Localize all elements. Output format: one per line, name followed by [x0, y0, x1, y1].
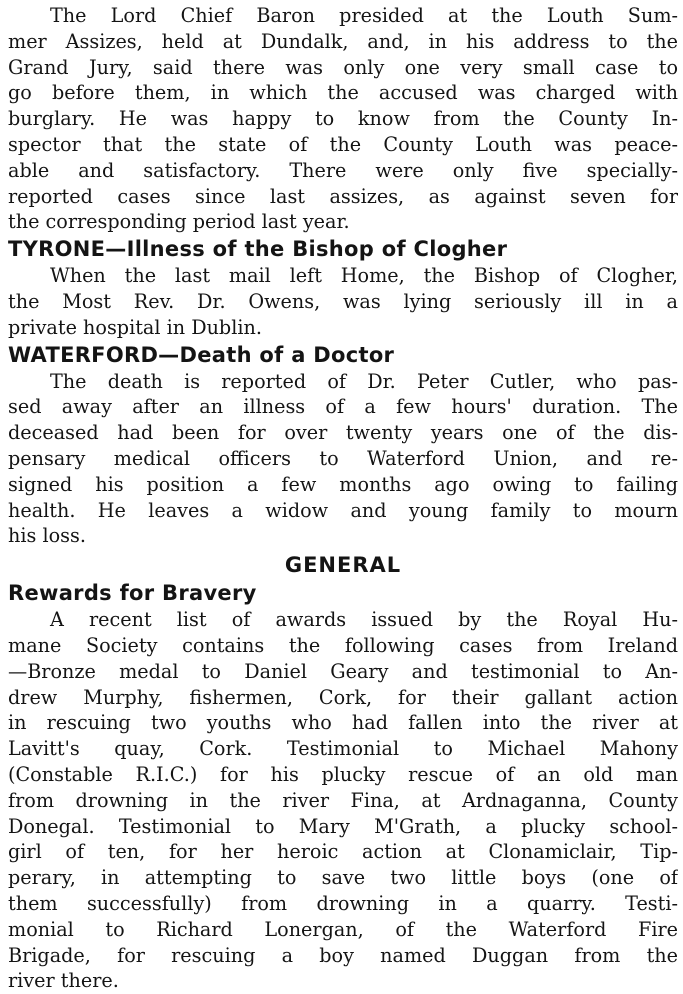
article-line: drew Murphy, fishermen, Cork, for their gallant action — [8, 685, 678, 709]
article-line: mane Society contains the following cases from Ireland — [8, 633, 678, 657]
article-line: reported cases since last assizes, as against seven for — [8, 184, 678, 208]
article-line: Lavitt's quay, Cork. Testimonial to Michael Mahony — [8, 737, 678, 761]
article-line: The death is reported of Dr. Peter Cutler, who pas- — [50, 369, 678, 393]
article-line: health. He leaves a widow and young family to mourn — [8, 498, 678, 522]
article-line: Grand Jury, said there was only one very small case to — [8, 55, 678, 79]
newspaper-column — [8, 3, 678, 994]
section-heading: TYRONE—Illness of the Bishop of Clogher — [8, 237, 508, 262]
article-line: girl of ten, for her heroic action at Clonamiclair, Tip- — [8, 840, 678, 864]
section-heading-general: GENERAL — [284, 553, 402, 578]
article-line: A recent list of awards issued by the Royal Hu- — [50, 608, 678, 632]
article-line: them successfully) from drowning in a quarry. Testi- — [8, 891, 678, 915]
article-line: monial to Richard Lonergan, of the Waterford Fire — [8, 917, 678, 941]
article-line: —Bronze medal to Daniel Geary and testimonial to An- — [8, 659, 678, 683]
article-line: The Lord Chief Baron presided at the Louth Sum- — [50, 4, 678, 27]
article-line: sed away after an illness of a few hours' duration. The — [8, 395, 678, 419]
article-waterford — [8, 341, 678, 550]
article-louth-assizes — [8, 3, 678, 235]
article-line: burglary. He was happy to know from the County In- — [8, 107, 678, 131]
article-line: private hospital in Dublin. — [8, 315, 262, 339]
article-line: the corresponding period last year. — [8, 210, 350, 234]
section-heading: Rewards for Bravery — [8, 581, 257, 606]
article-line: river there. — [8, 969, 119, 993]
article-line: signed his position a few months ago owing to failing — [8, 472, 678, 496]
article-line: perary, in attempting to save two little boys (one of — [8, 866, 678, 890]
article-rewards-for-bravery — [8, 579, 678, 994]
article-line: pensary medical officers to Waterford Union, and re- — [8, 446, 678, 470]
article-line: Donegal. Testimonial to Mary M'Grath, a plucky school- — [8, 814, 678, 838]
section-heading: WATERFORD—Death of a Doctor — [8, 342, 395, 367]
article-tyrone — [8, 235, 678, 340]
article-line: When the last mail left Home, the Bishop of Clogher, — [50, 264, 678, 288]
article-line: from drowning in the river Fina, at Ardnaganna, County — [8, 788, 678, 812]
article-line: deceased had been for over twenty years one of the dis- — [8, 421, 678, 445]
article-line: the Most Rev. Dr. Owens, was lying seriously ill in a — [8, 289, 678, 313]
article-line: (Constable R.I.C.) for his plucky rescue of an old man — [8, 762, 678, 786]
article-line: go before them, in which the accused was charged with — [8, 81, 678, 105]
article-line: spector that the state of the County Louth was peace- — [8, 132, 678, 156]
article-line: mer Assizes, held at Dundalk, and, in his address to the — [8, 29, 678, 53]
article-line: in rescuing two youths who had fallen into the river at — [8, 711, 678, 735]
article-line: able and satisfactory. There were only five specially- — [8, 158, 678, 182]
article-line: his loss. — [8, 524, 86, 548]
article-line: Brigade, for rescuing a boy named Duggan from the — [8, 943, 678, 967]
